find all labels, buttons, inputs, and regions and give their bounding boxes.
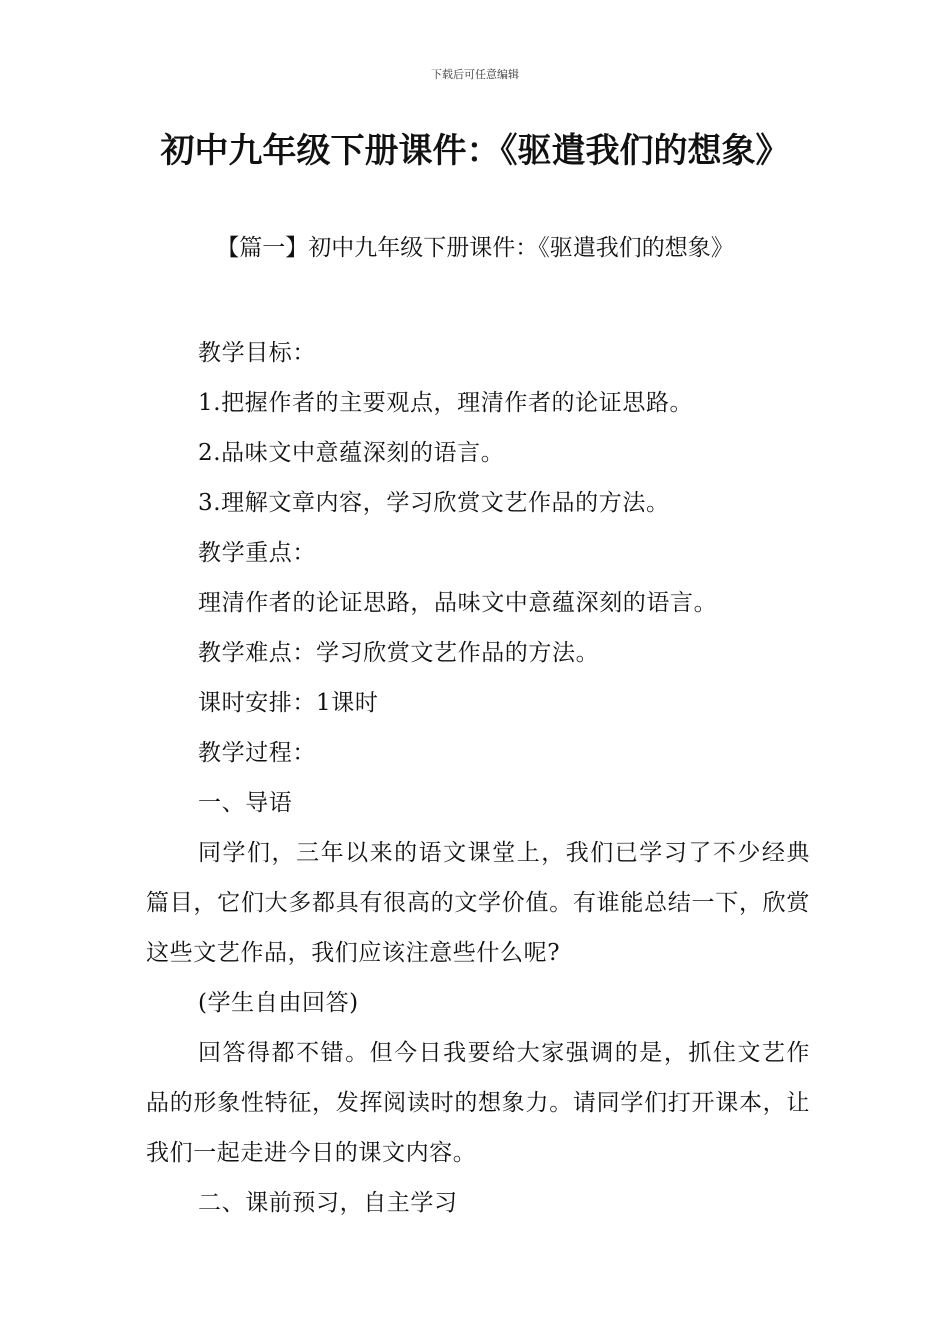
paragraph: 同学们，三年以来的语文课堂上，我们已学习了不少经典篇目，它们大多都具有很高的文学价值。有谁能总结一下，欣赏这些文艺作品，我们应该注意些什么呢?	[146, 840, 810, 966]
document-body	[146, 328, 810, 1228]
download-note: 下载后可任意编辑	[431, 68, 519, 81]
paragraph: 一、导语	[198, 790, 293, 816]
paragraph: 3.理解文章内容，学习欣赏文艺作品的方法。	[198, 490, 670, 516]
paragraph: 教学难点：学习欣赏文艺作品的方法。	[198, 640, 600, 666]
paragraph: 2.品味文中意蕴深刻的语言。	[198, 440, 505, 466]
paragraph: 课时安排：1课时	[198, 690, 379, 716]
paragraph: 理清作者的论证思路，品味文中意蕴深刻的语言。	[198, 590, 718, 616]
paragraph: 二、课前预习，自主学习	[198, 1190, 458, 1216]
paragraph: 1.把握作者的主要观点，理清作者的论证思路。	[198, 390, 694, 416]
section-heading: 【篇一】初中九年级下册课件：《驱遣我们的想象》	[216, 235, 734, 261]
paragraph: 教学过程：	[198, 740, 316, 766]
paragraph: 教学目标：	[198, 340, 316, 366]
document-title: 初中九年级下册课件：《驱遣我们的想象》	[160, 131, 790, 171]
paragraph: 教学重点：	[198, 540, 316, 566]
paragraph: (学生自由回答)	[198, 990, 359, 1016]
paragraph: 回答得都不错。但今日我要给大家强调的是，抓住文艺作品的形象性特征，发挥阅读时的想象力。请同学们打开课本，让我们一起走进今日的课文内容。	[146, 1040, 810, 1166]
